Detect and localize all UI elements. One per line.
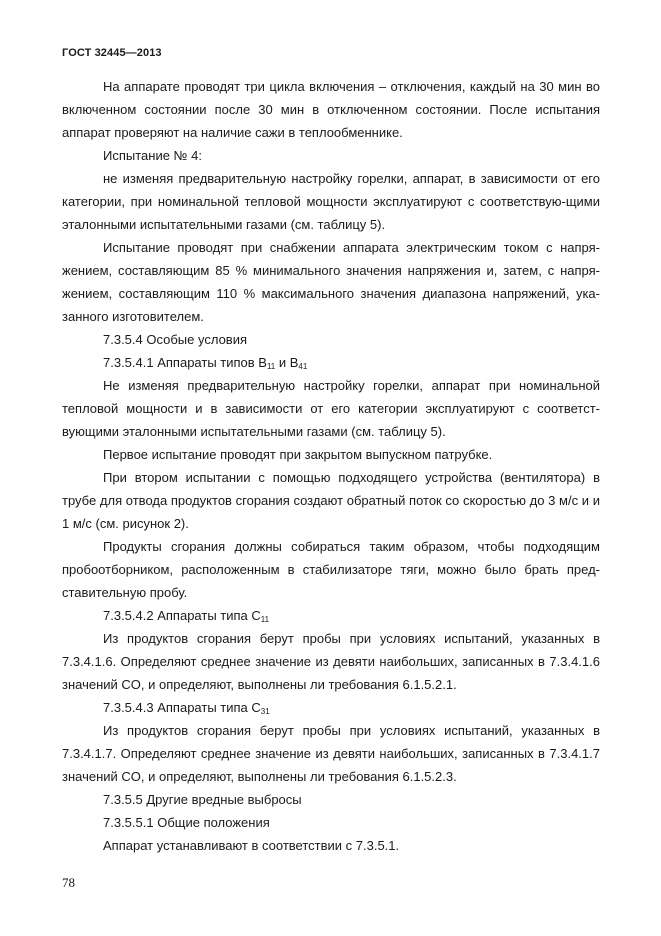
text-line: Из продуктов сгорания берут пробы при условиях испытаний, указанных в bbox=[103, 723, 600, 738]
section-heading-7-3-5-5-1: 7.3.5.5.1 Общие положения bbox=[103, 815, 270, 830]
document-body bbox=[62, 75, 600, 857]
paragraph-voltage bbox=[62, 236, 600, 328]
paragraph-first-test: Первое испытание проводят при закрытом выпускном патрубке. bbox=[103, 447, 493, 462]
text-line: пробоотборником, расположенным в стабилизаторе тяги, можно было брать пред- bbox=[62, 562, 600, 577]
text-line: Продукты сгорания должны собираться таким образом, чтобы подходящим bbox=[103, 539, 600, 554]
text-line: 7.3.4.1.6. Определяют среднее значение из девяти наибольших, записанных в bbox=[62, 654, 545, 669]
text-line: Испытание проводят при снабжении аппарата электрическим током с напря- bbox=[103, 240, 600, 255]
section-heading-7-3-5-4: 7.3.5.4 Особые условия bbox=[103, 332, 248, 347]
section-heading-7-3-5-4-1 bbox=[62, 351, 600, 374]
heading-text: 7.3.5.4.1 Аппараты типов B bbox=[103, 355, 267, 370]
heading-text: 7.3.5.4.2 Аппараты типа C bbox=[103, 608, 261, 623]
text-line: аппарат проверяют на наличие сажи в теплообменнике. bbox=[62, 125, 403, 140]
text-line: При втором испытании с помощью подходящего устройства (вентилятора) в bbox=[103, 470, 600, 485]
text-line: 7.3.4.1.6 значений CO, и определяют, выполнены ли требования 6.1.5.2.1. bbox=[62, 654, 600, 692]
text-line: его категории, при номинальной тепловой мощности эксплуатируют с соответствую- bbox=[62, 171, 600, 209]
text-line: тепловой мощности и в зависимости от его категории эксплуатируют с соответст- bbox=[62, 401, 600, 416]
heading-text: 7.3.5.4.3 Аппараты типа C bbox=[103, 700, 261, 715]
text-line: На аппарате проводят три цикла включения – отключения, каждый на 30 мин bbox=[103, 79, 582, 94]
subscript: 11 bbox=[266, 362, 276, 371]
text-line: Не изменяя предварительную настройку горелки, аппарат при номинальной bbox=[103, 378, 600, 393]
text-line: жением, составляющим 85 % минимального значения напряжения и, затем, с напря- bbox=[62, 263, 600, 278]
paragraph-special-conditions bbox=[62, 374, 600, 443]
page-number: 78 bbox=[62, 875, 75, 890]
text-line: щими эталонными испытательными газами (см. таблицу 5). bbox=[62, 194, 600, 232]
text-line: 7.3.4.1.7 значений CO, и определяют, выполнены ли требования 6.1.5.2.3. bbox=[62, 746, 600, 784]
paragraph-second-test bbox=[62, 466, 600, 535]
text-line: жением, составляющим 110 % максимального значения диапазона напряжений, ука- bbox=[62, 286, 600, 301]
text-line: вующими эталонными испытательными газами (см. таблицу 5). bbox=[62, 424, 446, 439]
paragraph-installation: Аппарат устанавливают в соответствии с 7.3.5.1. bbox=[103, 838, 400, 853]
document-header: ГОСТ 32445—2013 bbox=[62, 47, 162, 59]
section-heading-7-3-5-5: 7.3.5.5 Другие вредные выбросы bbox=[103, 792, 302, 807]
paragraph-combustion-products bbox=[62, 535, 600, 604]
section-heading-7-3-5-4-2 bbox=[62, 604, 600, 627]
text-line: не изменяя предварительную настройку горелки, аппарат, в зависимости от bbox=[103, 171, 576, 186]
text-line: 7.3.4.1.7. Определяют среднее значение из девяти наибольших, записанных в bbox=[62, 746, 545, 761]
subscript: 31 bbox=[260, 707, 270, 716]
text-line: Из продуктов сгорания берут пробы при условиях испытаний, указанных в bbox=[103, 631, 600, 646]
paragraph-test-4: Испытание № 4: bbox=[103, 148, 202, 163]
section-heading-7-3-5-4-3 bbox=[62, 696, 600, 719]
paragraph-c11-sampling bbox=[62, 627, 600, 696]
paragraph-test-4-desc bbox=[62, 167, 600, 236]
paragraph-c31-sampling bbox=[62, 719, 600, 788]
heading-text: и B bbox=[275, 355, 299, 370]
text-line: трубе для отвода продуктов сгорания создают обратный поток со скоростью до 3 м/с bbox=[62, 493, 579, 508]
subscript: 41 bbox=[298, 362, 308, 371]
subscript: 11 bbox=[260, 615, 270, 624]
text-line: ставительную пробу. bbox=[62, 585, 188, 600]
text-line: занного изготовителем. bbox=[62, 309, 204, 324]
text-line: и и 1 м/с (см. рисунок 2). bbox=[62, 493, 600, 531]
paragraph-cycles bbox=[62, 75, 600, 144]
text-line: во включенном состоянии после 30 мин в отключенном состоянии. После испытания bbox=[62, 79, 600, 117]
